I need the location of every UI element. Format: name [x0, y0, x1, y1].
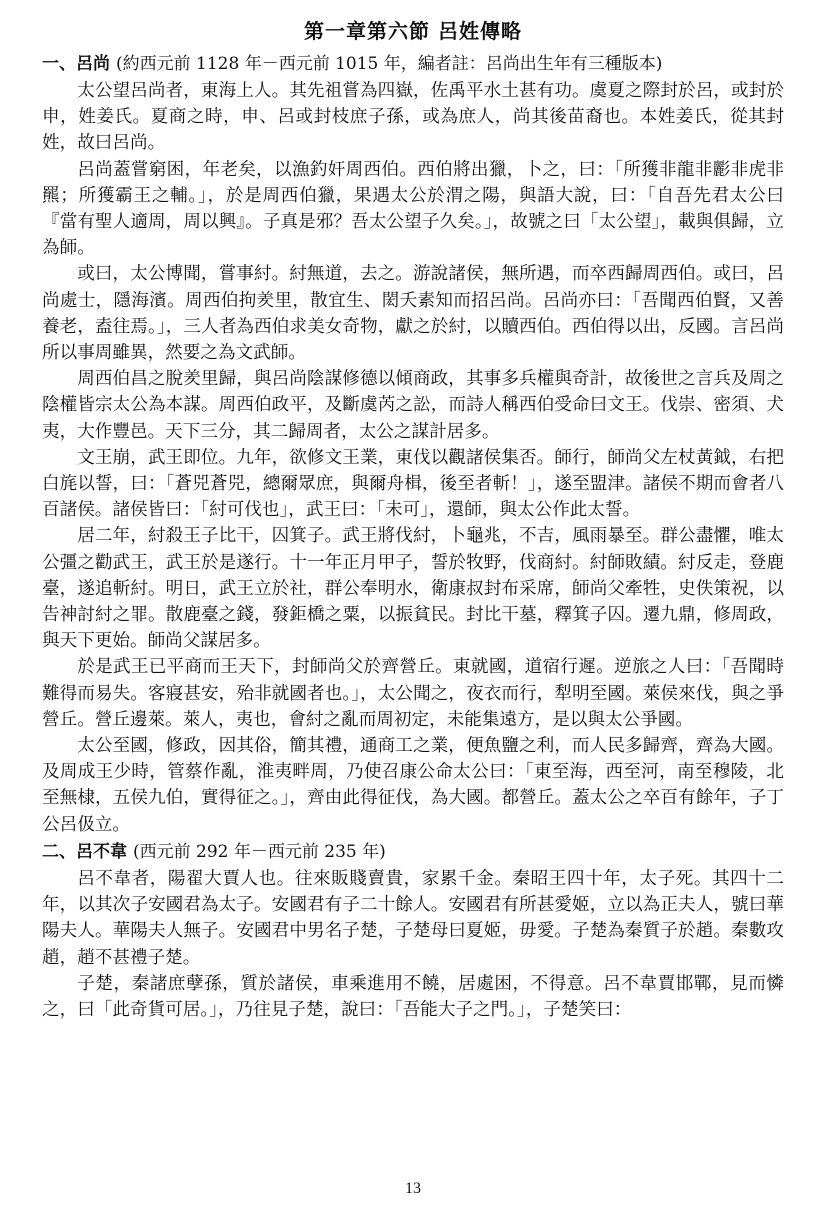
paragraph: 文王崩，武王即位。九年，欲修文王業，東伐以觀諸侯集否。師行，師尚父左杖黃鉞，右把白旄以誓，曰：「蒼兕蒼兕，總爾眾庶，與爾舟楫，後至者斬！」，遂至盟津。諸侯不期而會者八百諸侯。諸侯皆曰：「紂可伐也」，武王曰：「未可」，還師，與太公作此太誓。 [42, 447, 784, 521]
paragraph: 太公望呂尚者，東海上人。其先祖嘗為四嶽，佐禹平水土甚有功。虞夏之際封於呂，或封於申，姓姜氏。夏商之時，申、呂或封枝庶子孫，或為庶人，尚其後苗裔也。本姓姜氏，從其封姓，故曰呂尚。 [42, 81, 784, 154]
paragraph: 子楚，秦諸庶孽孫，質於諸侯，車乘進用不饒，居處困，不得意。呂不韋賈邯鄲，見而憐之，曰「此奇貨可居。」，乃往見子楚，說曰：「吾能大子之門。」，子楚笑曰： [42, 973, 784, 1020]
section-heading-lu-buwei [42, 840, 784, 865]
paragraph: 於是武王已平商而王天下，封師尚父於齊營丘。東就國，道宿行遲。逆旅之人曰：「吾聞時難得而易失。客寢甚安，殆非就國者也。」，太公聞之，夜衣而行，犁明至國。萊侯來伐，與之爭營丘。營丘邊萊。萊人，夷也，會紂之亂而周初定，未能集遠方，是以與太公爭國。 [42, 657, 784, 730]
section-number: 二、 [42, 841, 76, 862]
section-name: 呂尚 [76, 54, 110, 74]
paragraph: 呂不韋者，陽翟大賈人也。往來販賤賣貴，家累千金。秦昭王四十年，太子死。其四十二年，以其次子安國君為太子。安國君有子二十餘人。安國君有所甚愛姬，立以為正夫人，號曰華陽夫人。華陽夫人無子。安國君中男名子楚，子楚母曰夏姬，毋愛。子楚為秦質子於趙。秦數攻趙，趙不甚禮子楚。 [42, 868, 784, 968]
section-dates: (約西元前 1128 年－西元前 1015 年，編者註：呂尚出生年有三種版本) [116, 54, 663, 74]
section-name: 呂不韋 [76, 841, 127, 862]
paragraph: 太公至國，修政，因其俗，簡其禮，通商工之業，便魚鹽之利，而人民多歸齊，齊為大國。及周成王少時，管蔡作亂，淮夷畔周，乃使召康公命太公曰：「東至海，西至河，南至穆陵，北至無棣，五侯九伯，實得征之。」，齊由此得征伐，為大國。都營丘。蓋太公之卒百有餘年，子丁公呂伋立。 [42, 736, 784, 835]
page-title: 第一章第六節 呂姓傳略 [304, 19, 522, 43]
section-dates: (西元前 292 年－西元前 235 年) [133, 841, 386, 862]
section-heading-lu-shang [42, 52, 784, 77]
paragraph: 或曰，太公博聞，嘗事紂。紂無道，去之。游說諸侯，無所遇，而卒西歸周西伯。或曰，呂尚處士，隱海濱。周西伯拘羑里，散宜生、閎夭素知而招呂尚。呂尚亦曰：「吾聞西伯賢，又善養老，盍往焉。」，三人者為西伯求美女奇物，獻之於紂，以贖西伯。西伯得以出，反國。言呂尚所以事周雖異，然要之為文武師。 [42, 264, 784, 364]
paragraph: 周西伯昌之脫羑里歸，與呂尚陰謀修德以傾商政，其事多兵權與奇計，故後世之言兵及周之陰權皆宗太公為本謀。周西伯政平，及斷虞芮之訟，而詩人稱西伯受命曰文王。伐崇、密須、犬夷，大作豐邑。天下三分，其二歸周者，太公之謀計居多。 [42, 369, 784, 442]
paragraph: 呂尚蓋嘗窮困，年老矣，以漁釣奸周西伯。西伯將出獵，卜之，曰：「所獲非龍非彲非虎非羆；所獲霸王之輔。」，於是周西伯獵，果遇太公於渭之陽，與語大說，曰：「自吾先君太公曰『當有聖人適周，周以興』。子真是邪？吾太公望子久矣。」，故號之曰「太公望」，載與俱歸，立為師。 [42, 159, 784, 259]
paragraph: 居二年，紂殺王子比干，囚箕子。武王將伐紂，卜龜兆，不吉，風雨暴至。群公盡懼，唯太公彊之勸武王，武王於是遂行。十一年正月甲子，誓於牧野，伐商紂。紂師敗績。紂反走，登鹿臺，遂追斬紂。明日，武王立於社，群公奉明水，衛康叔封布采席，師尚父牽牲，史佚策祝，以告神討紂之罪。散鹿臺之錢，發鉅橋之粟，以振貧民。封比干墓，釋箕子囚。遷九鼎，修周政，與天下更始。師尚父謀居多。 [42, 526, 784, 652]
page-number: 13 [405, 1180, 421, 1197]
section-number: 一、 [42, 54, 76, 74]
